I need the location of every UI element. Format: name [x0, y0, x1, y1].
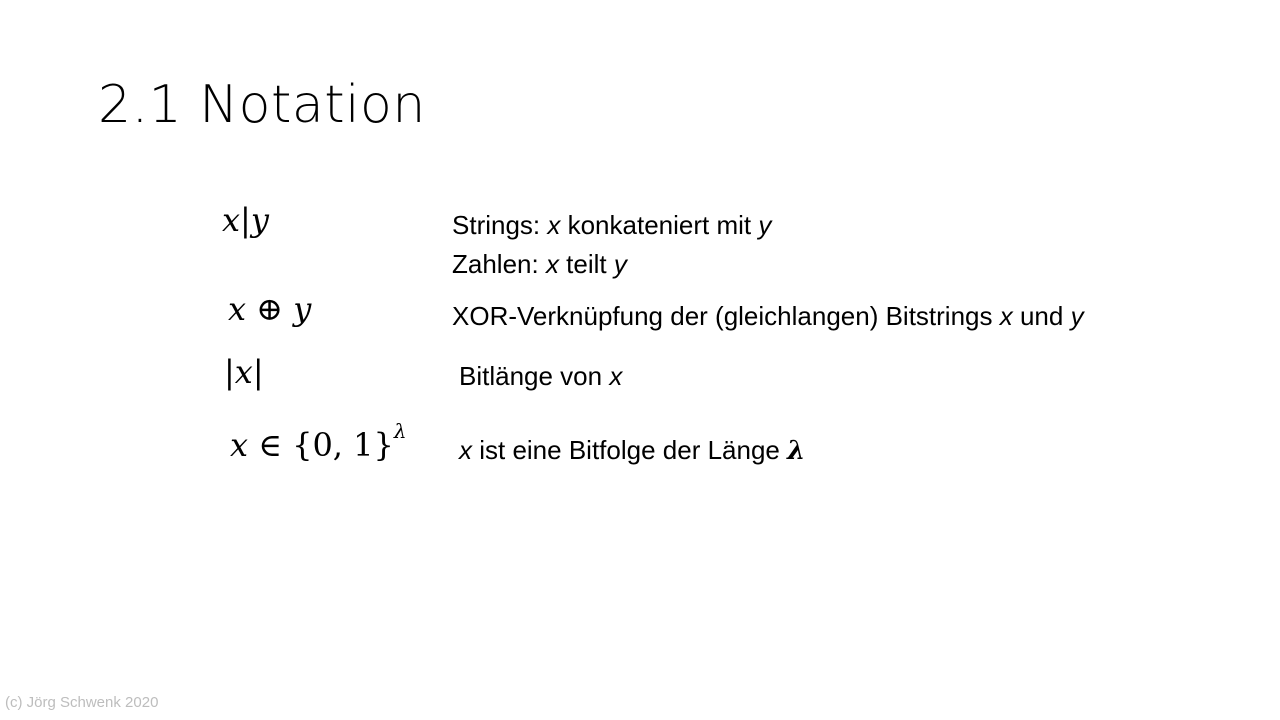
desc-text: Bitlänge von — [459, 361, 610, 391]
symbol-bitstring-set — [230, 419, 407, 465]
desc-text: und — [1012, 301, 1071, 331]
copyright-footer: (c) Jörg Schwenk 2020 — [5, 694, 159, 711]
var-x: x — [230, 426, 249, 464]
desc-var: x — [545, 249, 559, 279]
operator-element-of: ∈ — [248, 426, 293, 464]
var-x: x — [234, 353, 253, 391]
desc-bitlength — [459, 357, 622, 396]
desc-var: x — [459, 435, 472, 465]
operator-bar: | — [240, 201, 251, 239]
operator-bar: | — [224, 353, 235, 391]
desc-concat-numbers — [452, 245, 627, 284]
var-y: y — [250, 201, 269, 239]
desc-concat-strings — [452, 206, 771, 245]
desc-text: konkateniert mit — [560, 210, 759, 240]
symbol-concat — [222, 200, 269, 240]
operator-bar: | — [252, 353, 264, 391]
desc-var: x — [547, 210, 561, 240]
operator-xor: ⊕ — [246, 290, 294, 328]
desc-var: x — [609, 361, 623, 391]
desc-bitstring-set — [459, 431, 805, 471]
slide-title: 2.1 Notation — [98, 75, 426, 135]
desc-xor — [452, 297, 1084, 336]
desc-var: y — [758, 210, 772, 240]
set-binary: {0, 1} — [292, 426, 394, 464]
desc-text: XOR-Verknüpfung der (gleichlangen) Bitstrings — [452, 301, 1000, 331]
var-x: x — [228, 290, 247, 328]
desc-var: x — [999, 301, 1013, 331]
exponent-lambda: λ — [393, 419, 407, 443]
desc-text: Strings: — [452, 210, 548, 240]
desc-var: y — [1070, 301, 1084, 331]
desc-text: Zahlen: — [452, 249, 546, 279]
desc-lambda: λ — [787, 436, 806, 466]
desc-text: teilt — [558, 249, 614, 279]
var-x: x — [222, 201, 241, 239]
symbol-xor — [228, 289, 311, 329]
desc-var: y — [613, 249, 627, 279]
var-y: y — [293, 290, 312, 328]
desc-text: ist eine Bitfolge der Länge — [472, 435, 788, 465]
symbol-bitlength — [224, 352, 264, 392]
